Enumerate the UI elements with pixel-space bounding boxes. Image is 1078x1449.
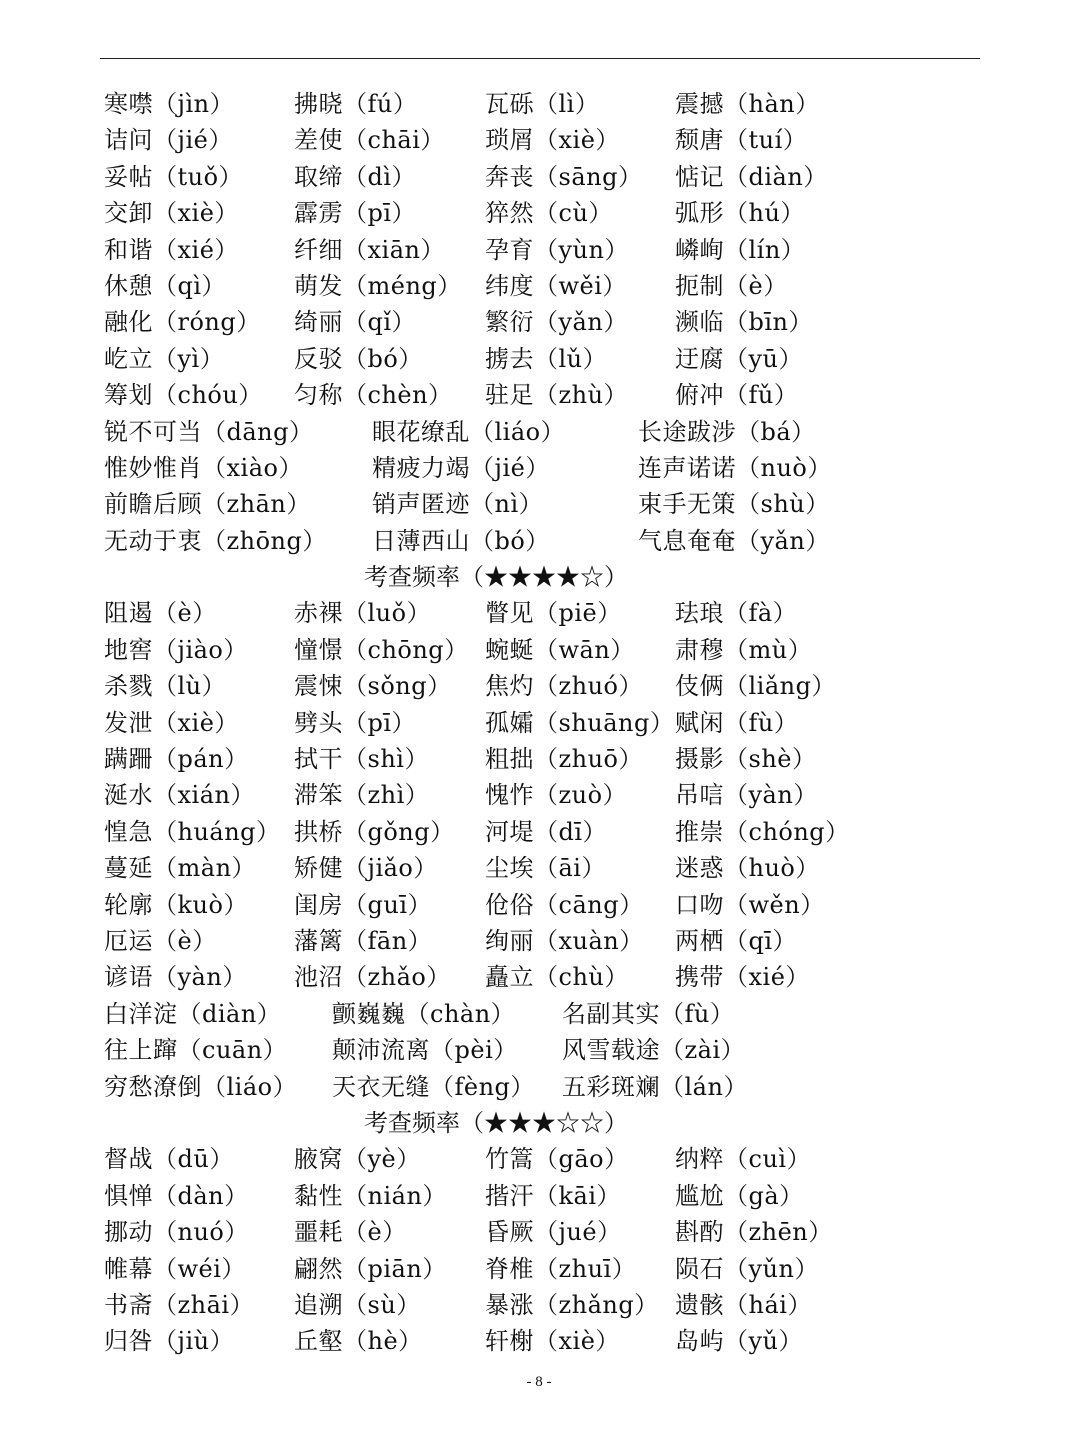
word-entry: 驻足（zhù） [485, 381, 629, 410]
word-entry: 锐不可当（dāng） [104, 417, 314, 446]
word-row [104, 268, 984, 304]
word-entry: 筹划（chóu） [104, 381, 263, 410]
word-entry: 惟妙惟肖（xiào） [104, 453, 303, 482]
word-entry: 矫健（jiǎo） [294, 854, 438, 883]
word-row [104, 86, 984, 122]
word-entry: 纤细（xiān） [294, 235, 445, 264]
word-entry: 取缔（dì） [294, 162, 417, 191]
word-entry: 赋闲（fù） [675, 708, 799, 737]
word-entry: 蹒跚（pán） [104, 745, 249, 774]
word-entry: 惦记（diàn） [675, 162, 828, 191]
word-entry: 绚丽（xuàn） [485, 926, 644, 955]
word-row [104, 1032, 984, 1068]
word-entry: 瞥见（piē） [485, 599, 622, 628]
word-entry: 劈头（pī） [294, 708, 417, 737]
word-entry: 轮廓（kuò） [104, 890, 248, 919]
word-entry: 交卸（xiè） [104, 199, 239, 228]
word-row [104, 632, 984, 668]
word-entry: 孤孀（shuāng） [485, 708, 675, 737]
word-entry: 嶙峋（lín） [675, 235, 806, 264]
word-entry: 竹篙（gāo） [485, 1145, 629, 1174]
word-row [104, 777, 984, 813]
word-entry: 瓦砾（lì） [485, 90, 600, 118]
word-entry: 挪动（nuó） [104, 1218, 249, 1247]
word-entry: 尴尬（gà） [675, 1181, 804, 1210]
word-entry: 霹雳（pī） [294, 199, 417, 228]
word-entry: 差使（chāi） [294, 126, 445, 155]
word-row [104, 850, 984, 886]
word-entry: 伎俩（liǎng） [675, 672, 836, 701]
page-number: - 8 - [526, 1374, 552, 1390]
word-entry: 诘问（jié） [104, 126, 233, 155]
word-entry: 震撼（hàn） [675, 90, 820, 118]
word-entry: 愧怍（zuò） [485, 781, 628, 810]
word-row [104, 195, 984, 231]
word-row [104, 1287, 984, 1323]
word-entry: 阻遏（è） [104, 599, 217, 628]
word-entry: 携带（xié） [675, 963, 810, 992]
word-entry: 连声诺诺（nuò） [638, 453, 832, 482]
word-entry: 池沼（zhǎo） [294, 963, 451, 992]
word-entry: 闺房（guī） [294, 890, 432, 919]
word-entry: 无动于衷（zhōng） [104, 526, 327, 555]
word-entry: 摄影（shè） [675, 745, 817, 774]
word-entry: 暴涨（zhǎng） [485, 1290, 659, 1319]
frequency-heading: 考查频率（★★★☆☆） [364, 1108, 628, 1137]
word-entry: 名副其实（fù） [562, 999, 735, 1028]
word-entry: 脊椎（zhuī） [485, 1254, 637, 1283]
word-entry: 粗拙（zhuō） [485, 745, 644, 774]
word-entry: 伧俗（cāng） [485, 890, 644, 919]
word-entry: 融化（róng） [104, 308, 261, 337]
word-entry: 掳去（lǔ） [485, 344, 608, 373]
word-entry: 纬度（wěi） [485, 271, 627, 300]
word-entry: 日薄西山（bó） [372, 526, 550, 555]
word-entry: 丘壑（hè） [294, 1327, 423, 1356]
word-row [104, 1069, 984, 1105]
word-entry: 精疲力竭（jié） [372, 453, 550, 482]
word-row [104, 304, 984, 340]
word-entry: 绮丽（qǐ） [294, 308, 417, 337]
word-row [104, 923, 984, 959]
word-entry: 岛屿（yǔ） [675, 1327, 804, 1356]
word-entry: 反驳（bó） [294, 344, 423, 373]
word-entry: 遗骸（hái） [675, 1290, 812, 1319]
word-entry: 尘埃（āi） [485, 854, 606, 883]
word-entry: 拭干（shì） [294, 745, 429, 774]
word-entry: 陨石（yǔn） [675, 1254, 819, 1283]
word-entry: 震悚（sǒng） [294, 672, 452, 701]
word-entry: 俯冲（fǔ） [675, 381, 799, 410]
word-entry: 揩汗（kāi） [485, 1181, 622, 1210]
word-entry: 繁衍（yǎn） [485, 308, 628, 337]
word-entry: 风雪载途（zài） [562, 1036, 746, 1065]
word-entry: 和谐（xié） [104, 235, 239, 264]
word-entry: 归咎（jiù） [104, 1327, 235, 1356]
word-entry: 气息奄奄（yǎn） [638, 526, 830, 555]
word-row [104, 814, 984, 850]
word-row [104, 705, 984, 741]
word-entry: 黏性（nián） [294, 1181, 447, 1210]
word-entry: 屹立（yì） [104, 344, 225, 373]
word-entry: 口吻（wěn） [675, 890, 825, 919]
word-entry: 迂腐（yū） [675, 344, 804, 373]
vocabulary-list [104, 86, 984, 1360]
word-row [104, 523, 984, 559]
word-entry: 往上蹿（cuān） [104, 1036, 288, 1065]
word-entry: 扼制（è） [675, 271, 788, 300]
word-entry: 斟酌（zhēn） [675, 1218, 833, 1247]
word-row [104, 122, 984, 158]
word-entry: 谚语（yàn） [104, 963, 247, 992]
word-entry: 轩榭（xiè） [485, 1327, 620, 1356]
word-entry: 束手无策（shù） [638, 490, 830, 519]
word-row [104, 414, 984, 450]
word-entry: 寒噤（jìn） [104, 90, 235, 118]
word-entry: 两栖（qī） [675, 926, 798, 955]
word-row [104, 668, 984, 704]
word-entry: 拱桥（gǒng） [294, 817, 455, 846]
word-row [104, 1251, 984, 1287]
word-entry: 弧形（hú） [675, 199, 805, 228]
word-entry: 天衣无缝（fèng） [332, 1072, 535, 1101]
word-entry: 纳粹（cuì） [675, 1145, 812, 1174]
word-entry: 噩耗（è） [294, 1218, 407, 1247]
word-entry: 休憩（qì） [104, 271, 227, 300]
word-row [104, 232, 984, 268]
word-row [104, 1214, 984, 1250]
word-entry: 惧惮（dàn） [104, 1181, 249, 1210]
word-entry: 白洋淀（diàn） [104, 999, 282, 1028]
word-entry: 督战（dū） [104, 1145, 234, 1174]
word-row [104, 486, 984, 522]
word-entry: 长途跋涉（bá） [638, 417, 816, 446]
word-entry: 憧憬（chōng） [294, 635, 469, 664]
word-entry: 眼花缭乱（liáo） [372, 417, 566, 446]
word-entry: 帷幕（wéi） [104, 1254, 246, 1283]
word-entry: 惶急（huáng） [104, 817, 281, 846]
word-entry: 杀戮（lù） [104, 672, 227, 701]
word-row [104, 450, 984, 486]
word-entry: 厄运（è） [104, 926, 217, 955]
word-entry: 萌发（méng） [294, 271, 462, 300]
word-entry: 妥帖（tuǒ） [104, 162, 244, 191]
word-entry: 蜿蜒（wān） [485, 635, 635, 664]
word-entry: 腋窝（yè） [294, 1145, 421, 1174]
word-entry: 穷愁潦倒（liáo） [104, 1072, 298, 1101]
word-entry: 涎水（xián） [104, 781, 255, 810]
word-entry: 销声匿迹（nì） [372, 490, 544, 519]
word-entry: 矗立（chù） [485, 963, 629, 992]
word-row [104, 887, 984, 923]
word-entry: 焦灼（zhuó） [485, 672, 644, 701]
word-row [104, 341, 984, 377]
word-entry: 拂晓（fú） [294, 90, 418, 118]
word-entry: 琐屑（xiè） [485, 126, 620, 155]
word-entry: 肃穆（mù） [675, 635, 813, 664]
word-entry: 颓唐（tuí） [675, 126, 808, 155]
word-row [104, 1323, 984, 1359]
frequency-heading: 考查频率（★★★★☆） [364, 563, 628, 592]
word-entry: 吊唁（yàn） [675, 781, 818, 810]
word-entry: 发泄（xiè） [104, 708, 239, 737]
word-entry: 地窖（jiào） [104, 635, 248, 664]
word-row [104, 1141, 984, 1177]
word-entry: 蔓延（màn） [104, 854, 257, 883]
word-row [104, 741, 984, 777]
word-entry: 珐琅（fà） [675, 599, 798, 628]
word-row [104, 959, 984, 995]
word-entry: 翩然（piān） [294, 1254, 447, 1283]
word-entry: 猝然（cù） [485, 199, 613, 228]
word-entry: 颤巍巍（chàn） [332, 999, 516, 1028]
word-entry: 藩篱（fān） [294, 926, 433, 955]
word-row [104, 996, 984, 1032]
word-entry: 河堤（dī） [485, 817, 608, 846]
word-entry: 书斋（zhāi） [104, 1290, 255, 1319]
word-row [104, 595, 984, 631]
word-entry: 滞笨（zhì） [294, 781, 430, 810]
word-entry: 匀称（chèn） [294, 381, 453, 410]
word-entry: 濒临（bīn） [675, 308, 813, 337]
word-entry: 推崇（chóng） [675, 817, 850, 846]
word-entry: 颠沛流离（pèi） [332, 1036, 518, 1065]
word-entry: 昏厥（jué） [485, 1218, 622, 1247]
word-entry: 追溯（sù） [294, 1290, 421, 1319]
word-row [104, 159, 984, 195]
header-rule [100, 58, 980, 59]
word-entry: 前瞻后顾（zhān） [104, 490, 311, 519]
word-row [104, 1178, 984, 1214]
word-row [104, 377, 984, 413]
word-entry: 五彩斑斓（lán） [562, 1072, 748, 1101]
word-entry: 孕育（yùn） [485, 235, 629, 264]
word-entry: 奔丧（sāng） [485, 162, 643, 191]
word-entry: 迷惑（huò） [675, 854, 820, 883]
word-entry: 赤裸（luǒ） [294, 599, 432, 628]
